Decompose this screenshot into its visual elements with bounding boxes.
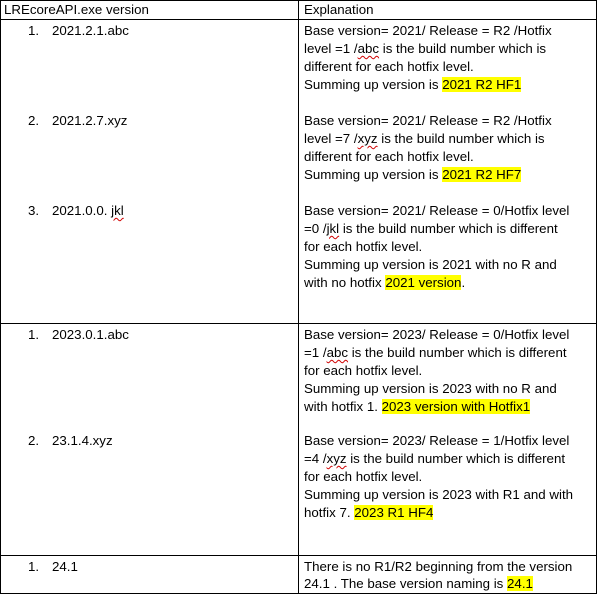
highlight-summary: 2021 R2 HF7 [442,167,522,182]
row-version: 23.1.4.xyz [52,433,113,448]
row-explanation-line: Summing up version is 2021 R2 HF1 [304,77,522,92]
row-explanation-line: Summing up version is 2021 R2 HF7 [304,167,522,182]
row-explanation-line: with no hotfix 2021 version. [304,275,466,290]
row-version: 2021.0.0. jkl [52,203,124,218]
row-number: 1. [28,559,40,574]
row-explanation-line: hotfix 7. 2023 R1 HF4 [304,505,434,520]
row-number: 2. [28,113,40,128]
row-explanation-line: for each hotfix level. [304,239,423,254]
row-explanation-line: level =7 /xyz is the build number which is [304,131,545,146]
row-version: 2021.2.1.abc [52,23,129,38]
row-explanation-line: Summing up version is 2021 with no R and [304,257,557,272]
row-explanation-line: different for each hotfix level. [304,59,474,74]
row-explanation-line: level =1 /abc is the build number which is [304,41,547,56]
row-explanation-line: =4 /xyz is the build number which is different [304,451,566,466]
row-number: 3. [28,203,40,218]
row-explanation-line: Base version= 2021/ Release = R2 /Hotfix [304,113,552,128]
row-explanation-line: Summing up version is 2023 with no R and [304,381,557,396]
highlight-summary: 24.1 [507,576,533,591]
row-explanation-line: 24.1 . The base version naming is 24.1 [304,576,533,591]
row-explanation-line: =1 /abc is the build number which is different [304,345,567,360]
row-number: 1. [28,23,40,38]
highlight-summary: 2021 version [385,275,462,290]
row-number: 2. [28,433,40,448]
row-explanation-line: =0 /jkl is the build number which is different [304,221,558,236]
table-border-left [0,0,1,594]
row-version: 24.1 [52,559,78,574]
highlight-summary: 2023 version with Hotfix1 [381,399,531,414]
row-version: 2023.0.1.abc [52,327,129,342]
row-explanation-line: for each hotfix level. [304,363,423,378]
row-explanation-line: Base version= 2023/ Release = 0/Hotfix level [304,327,570,342]
row-explanation-line: Summing up version is 2023 with R1 and with [304,487,574,502]
row-explanation-line: for each hotfix level. [304,469,423,484]
row-number: 1. [28,327,40,342]
row-explanation-line: with hotfix 1. 2023 version with Hotfix1 [304,399,531,414]
highlight-summary: 2021 R2 HF1 [442,77,522,92]
header-explanation: Explanation [304,2,374,17]
column-divider [298,0,299,594]
header-version: LREcoreAPI.exe version [4,2,149,17]
highlight-summary: 2023 R1 HF4 [354,505,434,520]
row-explanation-line: Base version= 2021/ Release = 0/Hotfix level [304,203,570,218]
row-explanation-line: different for each hotfix level. [304,149,474,164]
row-version: 2021.2.7.xyz [52,113,128,128]
row-explanation-line: Base version= 2021/ Release = R2 /Hotfix [304,23,552,38]
row-explanation-line: Base version= 2023/ Release = 1/Hotfix level [304,433,570,448]
row-explanation-line: There is no R1/R2 beginning from the version [304,559,573,574]
